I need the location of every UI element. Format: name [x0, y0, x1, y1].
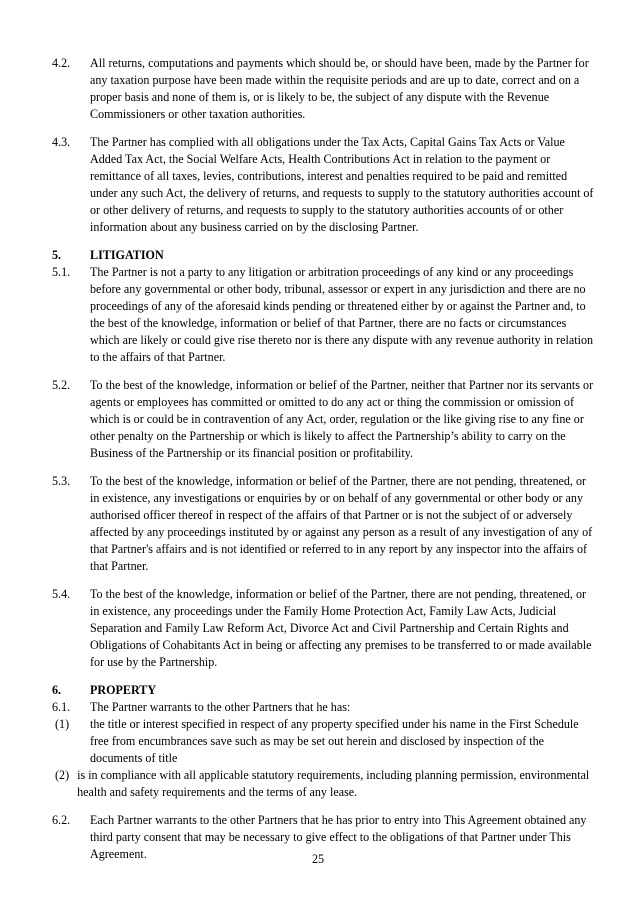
clause-5-4 [52, 586, 596, 671]
clause-5-1 [52, 264, 596, 366]
clause-text: To the best of the knowledge, information or belief of the Partner, neither that Partner nor its servants or agents or employees has committed or omitted to do any act or thing the commission or omission of which is or could be in contravention of any Act, order, regulation or the like giving rise to any fine or other penalty on the Partnership or which is likely to affect the Partnership’s ability to carry on the Business of the Partnership or its financial position or profitability. [90, 378, 594, 460]
clause-number: 4.2. [52, 56, 71, 70]
clause-text: The Partner has complied with all obligations under the Tax Acts, Capital Gains Tax Acts or Value Added Tax Act, the Social Welfare Acts, Health Contributions Act in relation to the payment or remittance of all taxes, levies, contributions, interest and penalties required to be paid and remitted under any such Act, the delivery of returns, and requests to supply to the statutory authorities account of or other delivery of returns, and requests to supply to the statutory authorities accounts of or other information about any business carried on by the disclosing Partner. [90, 135, 594, 234]
subitem-1 [52, 716, 596, 767]
clause-5-2 [52, 377, 596, 462]
paragraph-spacer [52, 801, 596, 812]
clause-4-3 [52, 134, 596, 236]
subitem-number: (1) [55, 717, 70, 731]
section-number: 6. [52, 683, 62, 697]
clause-number: 5.2. [52, 378, 71, 392]
clause-number: 6.1. [52, 700, 71, 714]
clause-text: All returns, computations and payments which should be, or should have been, made by the Partner for any taxation purpose have been made within the requisite periods and are up to date, correct and on a proper basis and none of them is, or is likely to be, the subject of any dispute with the Revenue Commissioners or other taxation authorities. [90, 56, 589, 121]
clause-number: 5.4. [52, 587, 71, 601]
clause-text: The Partner warrants to the other Partners that he has: [90, 700, 351, 714]
section-number: 5. [52, 248, 62, 262]
clause-text: The Partner is not a party to any litigation or arbitration proceedings of any kind or any proceedings before any governmental or other body, tribunal, assessor or expert in any jurisdiction and there are no proceedings of any of the aforesaid kinds pending or threatened either by or against the Partner and, to the best of the knowledge, information or belief of that Partner, there are no facts or circumstances which are likely or could give rise thereto nor is there any dispute with any revenue authority in relation to the affairs of that Partner. [90, 265, 594, 364]
clause-4-2 [52, 55, 596, 123]
section-title: LITIGATION [90, 248, 164, 262]
clause-text: Each Partner warrants to the other Partners that he has prior to entry into This Agreement obtained any third party consent that may be necessary to give effect to the obligations of that Partner under This Agreement. [90, 813, 587, 861]
clause-6-1 [52, 699, 596, 716]
section-title: PROPERTY [90, 683, 157, 697]
clause-number: 5.1. [52, 265, 71, 279]
clause-number: 4.3. [52, 135, 71, 149]
clause-5-3 [52, 473, 596, 575]
section-heading-litigation [52, 247, 596, 264]
page-number: 25 [311, 852, 325, 866]
subitem-number: (2) [55, 768, 70, 782]
subitem-2 [52, 767, 596, 801]
page-content [52, 55, 596, 874]
clause-text: To the best of the knowledge, information or belief of the Partner, there are not pending, threatened, or in existence, any proceedings under the Family Home Protection Act, Family Law Acts, Judicial Separation and Family Law Reform Act, Divorce Act and Civil Partnership and Certain Rights and Obligations of Cohabitants Act in being or affecting any premises to be transferred to or made available for use by the Partnership. [90, 587, 592, 669]
clause-number: 6.2. [52, 813, 71, 827]
section-heading-property [52, 682, 596, 699]
subitem-text: the title or interest specified in respect of any property specified under his name in the First Schedule free from encumbrances save such as may be set out herein and disclosed by inspection of the documents of title [90, 717, 579, 765]
clause-number: 5.3. [52, 474, 71, 488]
clause-text: To the best of the knowledge, information or belief of the Partner, there are not pending, threatened, or in existence, any investigations or enquiries by or on behalf of any governmental or other body or any authorised officer thereof in respect of the affairs of that Partner or is not the subject of or adversely affected by any proceedings instituted by or against any person as a result of any investigation of any of that Partner's affairs and is not identified or referred to in any report by any inspector into the affairs of that Partner. [90, 474, 593, 573]
subitem-text: is in compliance with all applicable statutory requirements, including planning permission, environmental health and safety requirements and the terms of any lease. [77, 768, 590, 799]
